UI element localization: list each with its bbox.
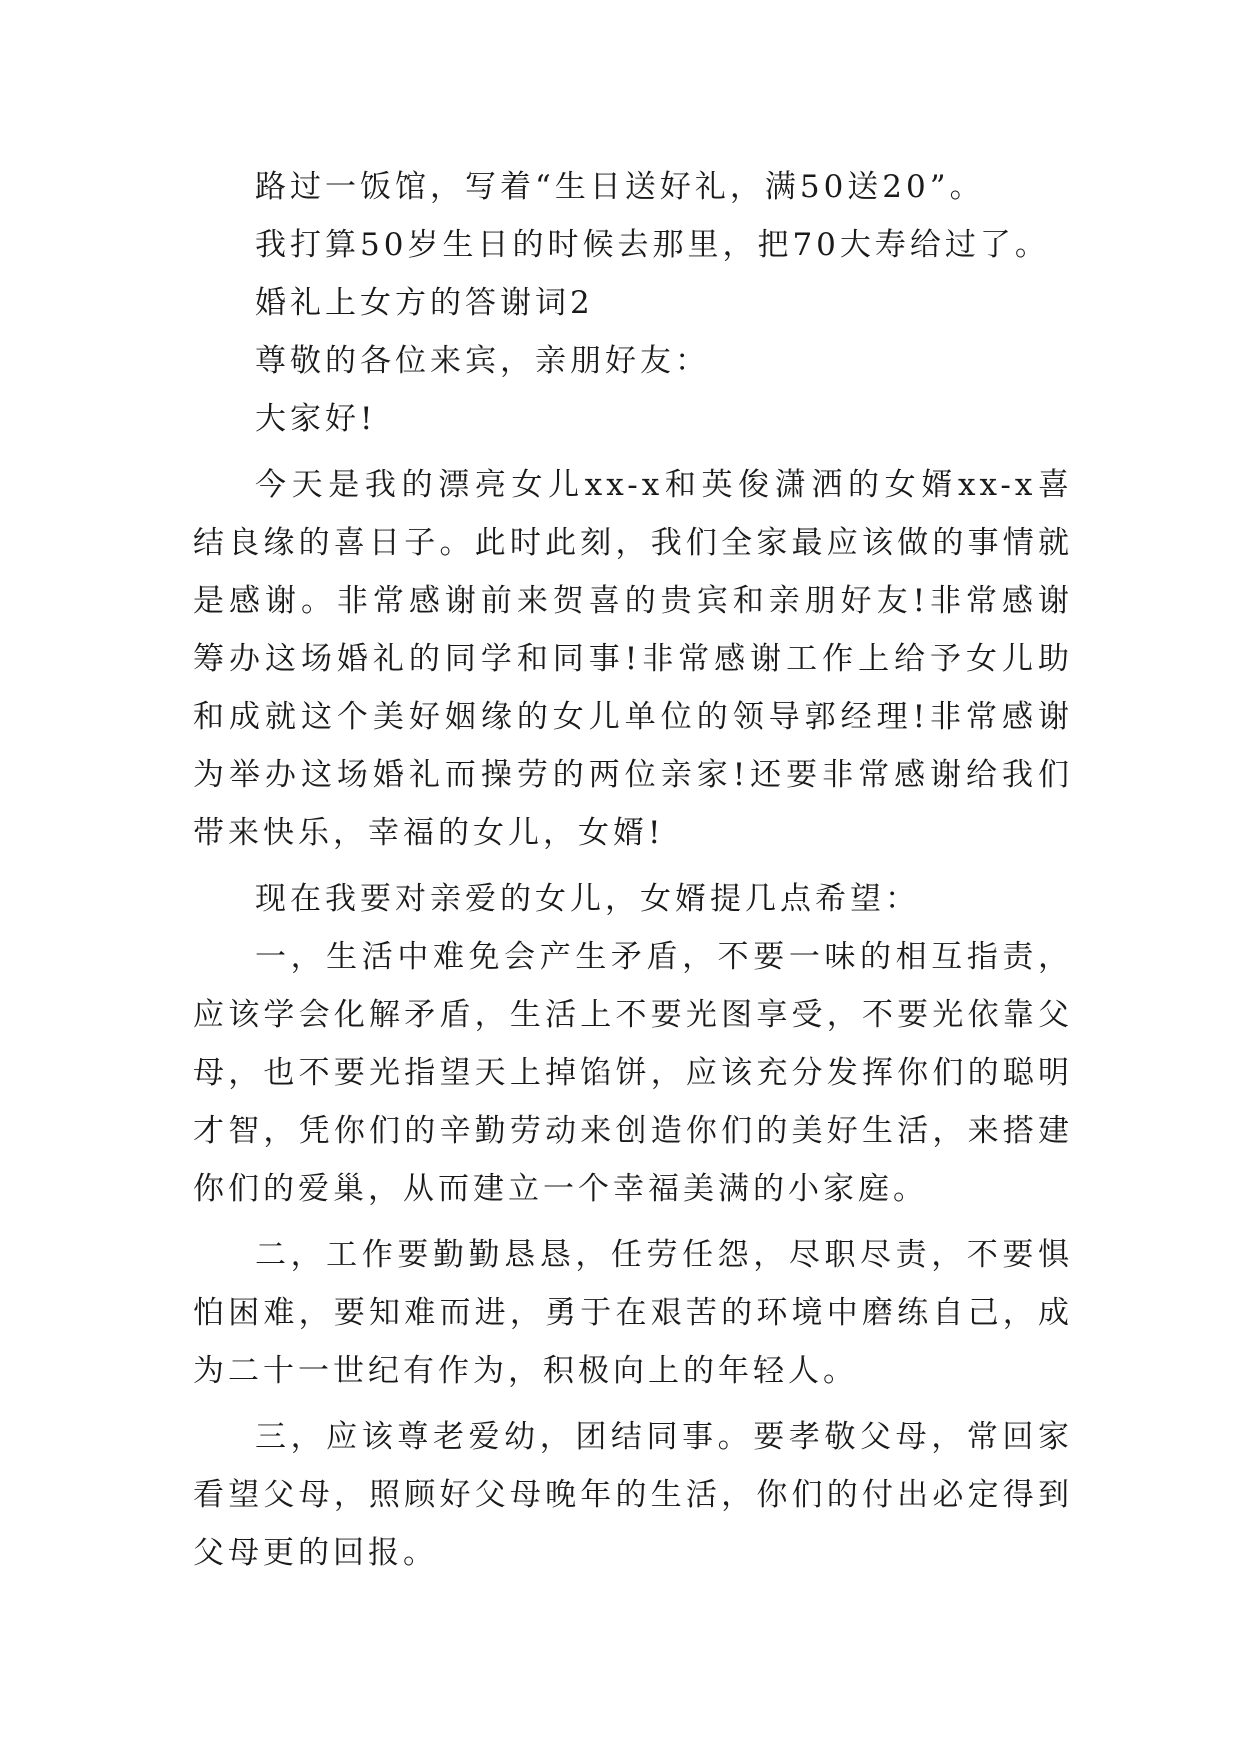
paragraph-hope-three: 三，应该尊老爱幼，团结同事。要孝敬父母，常回家看望父母，照顾好父母晚年的生活，你们的付出必定得到父母更的回报。 — [193, 1419, 1073, 1571]
document-body — [193, 158, 1073, 1582]
paragraph-greeting: 大家好! — [255, 401, 377, 437]
paragraph-salutation: 尊敬的各位来宾，亲朋好友： — [255, 343, 710, 379]
paragraph-hope-one: 一，生活中难免会产生矛盾，不要一味的相互指责，应该学会化解矛盾，生活上不要光图享受，不要光依靠父母，也不要光指望天上掉馅饼，应该充分发挥你们的聪明才智，凭你们的辛勤劳动来创造你们的美好生活，来搭建你们的爱巢，从而建立一个幸福美满的小家庭。 — [193, 939, 1073, 1207]
paragraph-thanks: 今天是我的漂亮女儿xx-x和英俊潇洒的女婿xx-x喜结良缘的喜日子。此时此刻，我们全家最应该做的事情就是感谢。非常感谢前来贺喜的贵宾和亲朋好友!非常感谢筹办这场婚礼的同学和同事!非常感谢工作上给予女儿助和成就这个美好姻缘的女儿单位的领导郭经理!非常感谢为举办这场婚礼而操劳的两位亲家!还要非常感谢给我们带来快乐，幸福的女儿，女婿! — [193, 467, 1073, 851]
section-heading: 婚礼上女方的答谢词2 — [255, 285, 594, 321]
paragraph-hopes-intro: 现在我要对亲爱的女儿，女婿提几点希望： — [255, 881, 920, 917]
paragraph-hope-two: 二，工作要勤勤恳恳，任劳任怨，尽职尽责，不要惧怕困难，要知难而进，勇于在艰苦的环境中磨练自己，成为二十一世纪有作为，积极向上的年轻人。 — [193, 1237, 1073, 1389]
paragraph-joke-line-1: 路过一饭馆，写着“生日送好礼，满50送20”。 — [255, 169, 985, 205]
paragraph-joke-line-2: 我打算50岁生日的时候去那里，把70大寿给过了。 — [255, 227, 1050, 263]
